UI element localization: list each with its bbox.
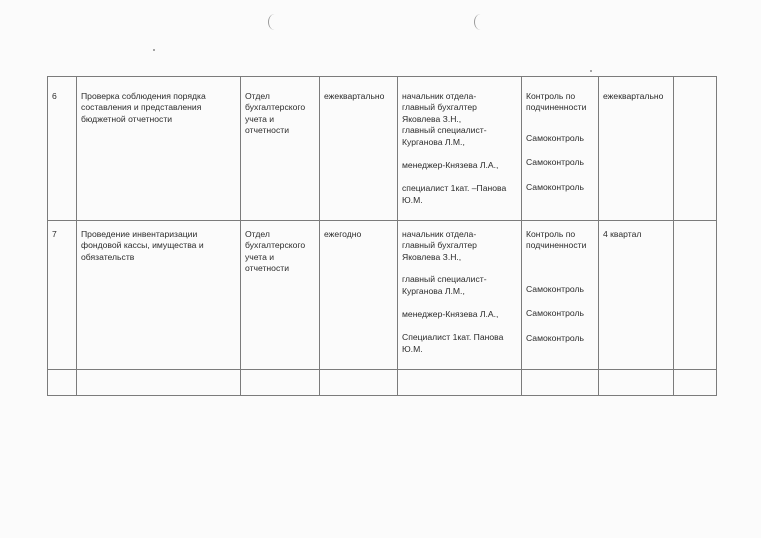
empty-cell [77,370,241,396]
period-cell: ежеквартально [599,77,674,221]
empty-cell [599,370,674,396]
scan-speck [590,70,592,72]
responsible-cell: начальник отдела- главный бухгалтер Яковлева З.Н., главный специалист- Курганова Л.М., менеджер-Князева Л.А., специалист 1кат. –Панова Ю.М. [398,77,522,221]
note-cell [674,77,717,221]
scan-speck [153,49,155,51]
empty-cell [522,370,599,396]
empty-cell [398,370,522,396]
empty-cell [320,370,398,396]
row-number: 6 [48,77,77,221]
empty-cell [674,370,717,396]
frequency-cell: ежегодно [320,221,398,370]
control-plan-table [47,76,717,396]
punch-hole-left [268,14,281,30]
event-cell: Проверка соблюдения порядка составления и представления бюджетной отчетности [77,77,241,221]
department-cell: Отдел бухгалтерского учета и отчетности [241,77,320,221]
empty-cell [241,370,320,396]
responsible-cell: начальник отдела- главный бухгалтер Яковлева З.Н., главный специалист- Курганова Л.М., менеджер-Князева Л.А., Специалист 1кат. Панова Ю.М. [398,221,522,370]
period-cell: 4 квартал [599,221,674,370]
punch-hole-right [474,14,487,30]
table-row [48,221,717,370]
note-cell [674,221,717,370]
empty-cell [48,370,77,396]
frequency-cell: ежеквартально [320,77,398,221]
event-cell: Проведение инвентаризации фондовой кассы, имущества и обязательств [77,221,241,370]
table-row [48,77,717,221]
control-cell: Контроль по подчиненности Самоконтроль Самоконтроль Самоконтроль [522,221,599,370]
control-cell: Контроль по подчиненности Самоконтроль Самоконтроль Самоконтроль [522,77,599,221]
row-number: 7 [48,221,77,370]
table-row [48,370,717,396]
department-cell: Отдел бухгалтерского учета и отчетности [241,221,320,370]
